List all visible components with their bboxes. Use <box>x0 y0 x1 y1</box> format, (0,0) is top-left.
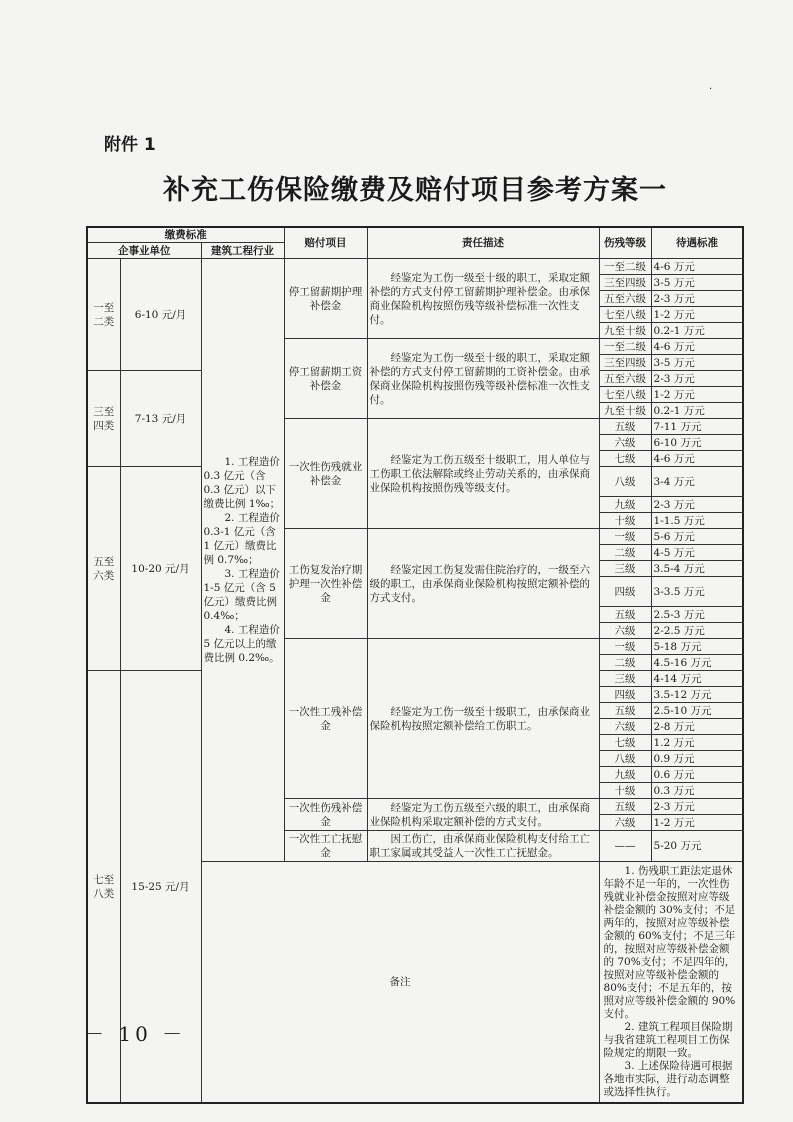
benefit-amount: 2-3 万元 <box>651 291 743 307</box>
benefit-amount: 1-1.5 万元 <box>651 513 743 529</box>
construction-rate-line: 2. 工程造价 0.3-1 亿元（含 1 亿元）缴费比例 0.7‰； <box>203 512 280 566</box>
remark-line: 3. 上述保险待遇可根据各地市实际，进行动态调整或选择性执行。 <box>603 1060 733 1098</box>
benefit-amount: 3.5-12 万元 <box>651 687 743 703</box>
scan-mark: · <box>709 84 713 95</box>
header-enterprise-unit: 企事业单位 <box>87 243 201 259</box>
benefit-amount: 1-2 万元 <box>651 387 743 403</box>
disability-level: 六级 <box>599 623 651 639</box>
disability-level: 十级 <box>599 783 651 799</box>
header-compensation-item: 赔付项目 <box>284 227 367 259</box>
compensation-table <box>86 226 744 1104</box>
enterprise-rate: 15-25 元/月 <box>120 671 201 1104</box>
compensation-item-desc: 经鉴定因工伤复发需住院治疗的，一级至六级的职工，由承保商业保险机构按照定额补偿的方式支付。 <box>367 529 599 639</box>
disability-level: 十级 <box>599 513 651 529</box>
disability-level: 四级 <box>599 577 651 607</box>
disability-level: 三级 <box>599 671 651 687</box>
disability-level: 九至十级 <box>599 323 651 339</box>
disability-level: 一至二级 <box>599 339 651 355</box>
disability-level: 五级 <box>599 607 651 623</box>
benefit-amount: 0.9 万元 <box>651 751 743 767</box>
compensation-item-name: 停工留薪期护理补偿金 <box>284 259 367 339</box>
benefit-amount: 3-5 万元 <box>651 275 743 291</box>
benefit-amount: 4-6 万元 <box>651 259 743 275</box>
compensation-item-name: 一次性工亡抚慰金 <box>284 831 367 862</box>
disability-level: 九级 <box>599 767 651 783</box>
construction-rate-line: 4. 工程造价 5 亿元以上的缴费比例 0.2‰。 <box>203 624 280 664</box>
benefit-amount: 4-14 万元 <box>651 671 743 687</box>
disability-level: 三至四级 <box>599 275 651 291</box>
header-payment-standard: 缴费标准 <box>87 227 284 243</box>
benefit-amount: 5-6 万元 <box>651 529 743 545</box>
remark-line: 2. 建筑工程项目保险期与我省建筑工程项目工伤保险规定的期限一致。 <box>603 1021 733 1059</box>
benefit-amount: 2-3 万元 <box>651 371 743 387</box>
compensation-item-desc: 经鉴定为工伤一级至十级的职工，采取定额补偿的方式支付停工留薪期护理补偿金。由承保商业保险机构按照伤残等级补偿标准一次性支付。 <box>367 259 599 339</box>
benefit-amount: 4-5 万元 <box>651 545 743 561</box>
construction-rate-line: 3. 工程造价 1-5 亿元（含 5 亿元）缴费比例 0.4‰； <box>203 568 280 622</box>
benefit-amount: 0.2-1 万元 <box>651 323 743 339</box>
disability-level: 二级 <box>599 545 651 561</box>
remarks-content <box>599 862 743 1104</box>
disability-level: 三级 <box>599 561 651 577</box>
benefit-amount: 3-4 万元 <box>651 467 743 497</box>
disability-level: 二级 <box>599 655 651 671</box>
disability-level: —— <box>599 831 651 862</box>
disability-level: 六级 <box>599 435 651 451</box>
disability-level: 七级 <box>599 735 651 751</box>
compensation-item-desc: 经鉴定为工伤一级至十级职工，由承保商业保险机构按照定额补偿给工伤职工。 <box>367 639 599 799</box>
disability-level: 五级 <box>599 703 651 719</box>
enterprise-rate: 10-20 元/月 <box>120 467 201 671</box>
disability-level: 七至八级 <box>599 307 651 323</box>
header-benefit-standard: 待遇标准 <box>651 227 743 259</box>
benefit-amount: 3.5-4 万元 <box>651 561 743 577</box>
benefit-amount: 4.5-16 万元 <box>651 655 743 671</box>
disability-level: 一级 <box>599 639 651 655</box>
disability-level: 三至四级 <box>599 355 651 371</box>
disability-level: 八级 <box>599 751 651 767</box>
benefit-amount: 2.5-10 万元 <box>651 703 743 719</box>
enterprise-category: 三至四类 <box>87 371 120 467</box>
disability-level: 六级 <box>599 719 651 735</box>
benefit-amount: 1-2 万元 <box>651 307 743 323</box>
disability-level: 五级 <box>599 799 651 815</box>
benefit-amount: 2-2.5 万元 <box>651 623 743 639</box>
benefit-amount: 2.5-3 万元 <box>651 607 743 623</box>
header-construction: 建筑工程行业 <box>201 243 284 259</box>
enterprise-rate: 6-10 元/月 <box>120 259 201 371</box>
benefit-amount: 4-6 万元 <box>651 339 743 355</box>
benefit-amount: 0.6 万元 <box>651 767 743 783</box>
compensation-item-name: 一次性伤残补偿金 <box>284 799 367 831</box>
table-row <box>87 259 743 275</box>
benefit-amount: 1.2 万元 <box>651 735 743 751</box>
benefit-amount: 2-8 万元 <box>651 719 743 735</box>
benefit-amount: 0.2-1 万元 <box>651 403 743 419</box>
compensation-item-desc: 经鉴定为工伤五级至六级的职工，由承保商业保险机构采取定额补偿的方式支付。 <box>367 799 599 831</box>
compensation-item-desc: 经鉴定为工伤五级至十级职工，用人单位与工伤职工依法解除或终止劳动关系的，由承保商业保险机构按照伤残等级支付。 <box>367 419 599 529</box>
benefit-amount: 1-2 万元 <box>651 815 743 831</box>
enterprise-category: 一至二类 <box>87 259 120 371</box>
disability-level: 五级 <box>599 419 651 435</box>
header-disability-level: 伤残等级 <box>599 227 651 259</box>
disability-level: 六级 <box>599 815 651 831</box>
disability-level: 五至六级 <box>599 371 651 387</box>
compensation-item-name: 一次性伤残就业补偿金 <box>284 419 367 529</box>
benefit-amount: 7-11 万元 <box>651 419 743 435</box>
benefit-amount: 3-5 万元 <box>651 355 743 371</box>
benefit-amount: 5-18 万元 <box>651 639 743 655</box>
benefit-amount: 2-3 万元 <box>651 799 743 815</box>
construction-rate-line: 1. 工程造价 0.3 亿元（含 0.3 亿元）以下缴费比例 1‰； <box>203 456 281 510</box>
disability-level: 五至六级 <box>599 291 651 307</box>
benefit-amount: 0.3 万元 <box>651 783 743 799</box>
benefit-amount: 3-3.5 万元 <box>651 577 743 607</box>
compensation-item-name: 工伤复发治疗期护理一次性补偿金 <box>284 529 367 639</box>
compensation-item-desc: 因工伤亡，由承保商业保险机构支付给工亡职工家属或其受益人一次性工亡抚慰金。 <box>367 831 599 862</box>
disability-level: 九级 <box>599 497 651 513</box>
enterprise-rate: 7-13 元/月 <box>120 371 201 467</box>
compensation-item-name: 停工留薪期工资补偿金 <box>284 339 367 419</box>
compensation-item-desc: 经鉴定为工伤一级至十级的职工，采取定额补偿的方式支付停工留薪期的工资补偿金。由承保商业保险机构按照伤残等级补偿标准一次性支付。 <box>367 339 599 419</box>
attachment-label: 附件 1 <box>104 135 156 155</box>
benefit-amount: 5-20 万元 <box>651 831 743 862</box>
enterprise-category: 七至八类 <box>87 671 120 1104</box>
disability-level: 七至八级 <box>599 387 651 403</box>
page-title: 补充工伤保险缴费及赔付项目参考方案一 <box>163 175 667 206</box>
remark-line: 1. 伤残职工距法定退休年龄不足一年的，一次性伤残就业补偿金按照对应等级补偿金额的 30%支付；不足两年的，按照对应等级补偿金额的 60%支付；不足三年的，按照对应等级补偿金额的 70%支付；不足四年的，按照对应等级补偿金额的 80%支付；不足五年的，按照对应等级补偿金额的 90%支付。 <box>603 865 736 1020</box>
construction-rates <box>201 259 284 862</box>
page-number: － 10 － <box>84 1022 187 1046</box>
disability-level: 一至二级 <box>599 259 651 275</box>
disability-level: 九至十级 <box>599 403 651 419</box>
enterprise-category: 五至六类 <box>87 467 120 671</box>
compensation-item-name: 一次性工残补偿金 <box>284 639 367 799</box>
disability-level: 八级 <box>599 467 651 497</box>
disability-level: 一级 <box>599 529 651 545</box>
disability-level: 七级 <box>599 451 651 467</box>
remarks-label: 备注 <box>201 862 599 1104</box>
benefit-amount: 2-3 万元 <box>651 497 743 513</box>
benefit-amount: 4-6 万元 <box>651 451 743 467</box>
disability-level: 四级 <box>599 687 651 703</box>
benefit-amount: 6-10 万元 <box>651 435 743 451</box>
header-responsibility: 责任描述 <box>367 227 599 259</box>
